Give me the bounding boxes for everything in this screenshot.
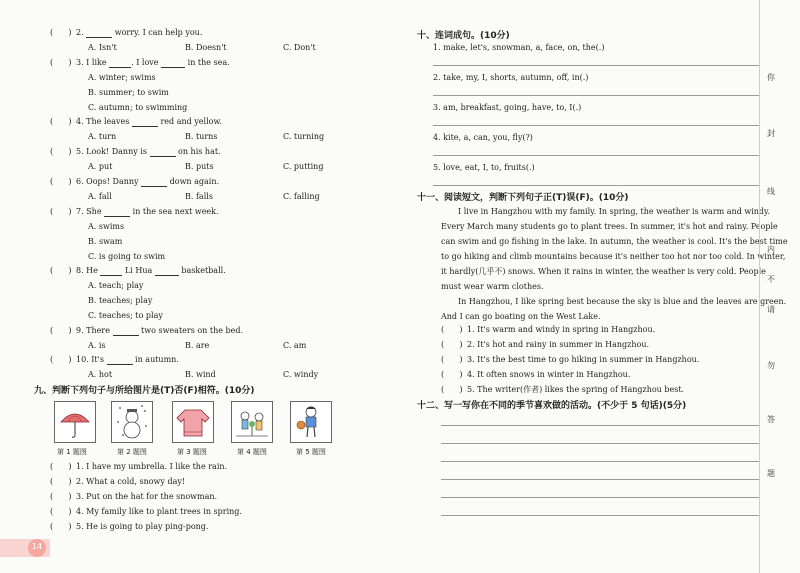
- seal-character: 题: [767, 469, 775, 478]
- question-stem: [50, 117, 222, 127]
- answer-option[interactable]: A. turn: [88, 132, 117, 141]
- answer-option[interactable]: B. are: [185, 341, 210, 350]
- item-number: 3: [76, 492, 82, 501]
- writing-line[interactable]: [441, 461, 759, 462]
- item-text: . The writer(作者) likes the spring of Hangzhou best.: [472, 385, 685, 394]
- answer-option[interactable]: A. swims: [88, 222, 125, 231]
- question-text: basketball.: [178, 266, 226, 275]
- answer-option[interactable]: A. fall: [88, 192, 112, 201]
- question-text: worry. I can help you.: [112, 28, 203, 37]
- section9-title: 九、判断下列句子与所给图片是(T)否(F)相符。(10分): [34, 386, 255, 396]
- answer-line[interactable]: [433, 155, 759, 156]
- true-false-item: [441, 325, 655, 335]
- seal-character: 答: [767, 415, 775, 424]
- answer-option[interactable]: C. is going to swim: [88, 252, 166, 261]
- answer-line[interactable]: [433, 185, 759, 186]
- true-false-item: [441, 385, 684, 395]
- passage-line: it hardly(几乎不) snows. When it rains in winter, the weather is very cold. People: [441, 267, 766, 276]
- question-stem: [50, 147, 221, 157]
- item-number: 1: [467, 325, 473, 334]
- answer-option[interactable]: C. windy: [283, 370, 319, 379]
- question-text: red and yellow.: [157, 117, 222, 126]
- answer-option[interactable]: C. falling: [283, 192, 320, 201]
- item-number: 1: [433, 43, 439, 52]
- picture-caption-3: 第 3 题图: [177, 448, 207, 456]
- question-stem: [50, 58, 230, 68]
- question-text: in the sea.: [185, 58, 230, 67]
- answer-paren[interactable]: ( ): [50, 326, 72, 335]
- answer-blank[interactable]: [150, 148, 176, 157]
- answer-option[interactable]: B. Doesn't: [185, 43, 227, 52]
- answer-paren[interactable]: ( ): [50, 28, 72, 37]
- answer-line[interactable]: [433, 95, 759, 96]
- answer-paren[interactable]: ( ): [441, 355, 463, 364]
- picture-caption-1: 第 1 题图: [57, 448, 87, 456]
- answer-option[interactable]: B. puts: [185, 162, 214, 171]
- umbrella-picture: [54, 401, 96, 443]
- picture-caption-5: 第 5 题图: [296, 448, 326, 456]
- item-text: . Put on the hat for the snowman.: [81, 492, 218, 501]
- passage-line: And I can go boating on the West Lake.: [441, 312, 601, 321]
- section12-title: 十二、写一写你在不同的季节喜欢做的活动。(不少于 5 句话)(5分): [417, 401, 687, 411]
- snowman-picture: [111, 401, 153, 443]
- question-stem: [50, 266, 226, 276]
- question-stem: [50, 326, 243, 336]
- item-number: 5: [76, 522, 82, 531]
- passage-line: to go hiking and climb mountains because it's neither too hot nor too cold. In winter,: [441, 252, 786, 261]
- question-text: down again.: [167, 177, 220, 186]
- picture-caption-2: 第 2 题图: [117, 448, 147, 456]
- item-number: 4: [76, 507, 82, 516]
- answer-option[interactable]: B. falls: [185, 192, 213, 201]
- true-false-item: [441, 340, 649, 350]
- answer-option[interactable]: C. am: [283, 341, 307, 350]
- item-text: . My family like to plant trees in spring.: [81, 507, 242, 516]
- answer-blank[interactable]: [141, 178, 167, 187]
- sentence-item: [433, 43, 604, 53]
- judgement-item: [50, 477, 185, 487]
- question-number: 8: [76, 266, 82, 275]
- question-text: two sweaters on the bed.: [138, 326, 244, 335]
- answer-option[interactable]: B. wind: [185, 370, 216, 379]
- item-text: . It often snows in winter in Hangzhou.: [472, 370, 631, 379]
- question-number: 6: [76, 177, 82, 186]
- item-number: 2: [433, 73, 439, 82]
- answer-paren[interactable]: ( ): [50, 207, 72, 216]
- seal-character: 线: [767, 187, 775, 196]
- judgement-item: [50, 462, 227, 472]
- item-text: . It's the best time to go hiking in summer in Hangzhou.: [472, 355, 700, 364]
- question-text: .: [81, 28, 87, 37]
- passage-line: can swim and go fishing in the lake. In autumn, the weather is cool. It's the best time: [441, 237, 788, 246]
- item-number: 5: [433, 163, 439, 172]
- true-false-item: [441, 355, 699, 365]
- answer-paren[interactable]: ( ): [50, 117, 72, 126]
- page-number: 14: [31, 542, 43, 551]
- judgement-item: [50, 492, 217, 502]
- answer-paren[interactable]: ( ): [50, 355, 72, 364]
- answer-option[interactable]: B. teaches; play: [88, 296, 153, 305]
- item-number: 2: [467, 340, 473, 349]
- section11-title: 十一、阅读短文，判断下列句子正(T)误(F)。(10分): [417, 193, 629, 203]
- answer-paren[interactable]: ( ): [441, 325, 463, 334]
- sentence-item: [433, 133, 533, 143]
- sentence-item: [433, 73, 588, 83]
- answer-option[interactable]: B. turns: [185, 132, 218, 141]
- sentence-item: [433, 103, 581, 113]
- answer-option[interactable]: A. Isn't: [88, 43, 117, 52]
- seal-character: 不: [767, 275, 775, 284]
- question-text: . Look! Danny is: [81, 147, 150, 156]
- item-text: . make, let's, snowman, a, face, on, the(.): [438, 43, 605, 52]
- item-number: 5: [467, 385, 473, 394]
- question-number: 10: [76, 355, 87, 364]
- item-text: . love, eat, I, to, fruits(.): [438, 163, 535, 172]
- question-text: in the sea next week.: [130, 207, 219, 216]
- writing-line[interactable]: [441, 425, 759, 426]
- answer-option[interactable]: A. put: [88, 162, 113, 171]
- answer-option[interactable]: C. Don't: [283, 43, 316, 52]
- question-number: 7: [76, 207, 82, 216]
- item-number: 4: [467, 370, 473, 379]
- seal-character: 勿: [767, 361, 775, 370]
- writing-line[interactable]: [441, 497, 759, 498]
- answer-blank[interactable]: [132, 118, 158, 127]
- section10-title: 十、连词成句。(10分): [417, 31, 510, 41]
- answer-paren[interactable]: ( ): [441, 370, 463, 379]
- answer-paren[interactable]: ( ): [50, 477, 72, 486]
- answer-blank[interactable]: [104, 208, 130, 217]
- item-text: . It's hot and rainy in summer in Hangzhou.: [472, 340, 650, 349]
- answer-option[interactable]: A. is: [88, 341, 106, 350]
- writing-line[interactable]: [441, 443, 759, 444]
- question-text: Li Hua: [122, 266, 155, 275]
- answer-paren[interactable]: ( ): [50, 266, 72, 275]
- item-number: 1: [76, 462, 82, 471]
- item-text: . He is going to play ping-pong.: [81, 522, 209, 531]
- question-number: 4: [76, 117, 82, 126]
- item-number: 3: [433, 103, 439, 112]
- item-text: . I have my umbrella. I like the rain.: [81, 462, 228, 471]
- question-stem: [50, 28, 202, 38]
- question-number: 5: [76, 147, 82, 156]
- question-number: 3: [76, 58, 82, 67]
- question-number: 2: [76, 28, 82, 37]
- judgement-item: [50, 522, 208, 532]
- answer-paren[interactable]: ( ): [50, 462, 72, 471]
- answer-blank[interactable]: [161, 59, 185, 68]
- seal-character: 封: [767, 129, 775, 138]
- passage-line: I live in Hangzhou with my family. In spring, the weather is warm and windy.: [458, 207, 771, 216]
- seal-character: 你: [767, 73, 775, 82]
- question-text: . She: [81, 207, 105, 216]
- question-text: . I love: [131, 58, 162, 67]
- basketball-boy-picture: [290, 401, 332, 443]
- answer-option[interactable]: C. autumn; to swimming: [88, 103, 188, 112]
- question-text: . The leaves: [81, 117, 132, 126]
- answer-blank[interactable]: [107, 356, 133, 365]
- answer-option[interactable]: C. turning: [283, 132, 325, 141]
- answer-option[interactable]: A. teach; play: [88, 281, 144, 290]
- answer-paren[interactable]: ( ): [50, 507, 72, 516]
- question-text: . He: [81, 266, 101, 275]
- writing-line[interactable]: [441, 515, 759, 516]
- planting-trees-picture: [231, 401, 273, 443]
- picture-caption-4: 第 4 题图: [237, 448, 267, 456]
- sentence-item: [433, 163, 535, 173]
- answer-paren[interactable]: ( ): [50, 147, 72, 156]
- question-text: on his hat.: [175, 147, 221, 156]
- true-false-item: [441, 370, 630, 380]
- question-stem: [50, 177, 219, 187]
- answer-option[interactable]: A. winter; swims: [88, 73, 156, 82]
- passage-line: Every March many students go to plant trees. In summer, it's hot and rainy. People: [441, 222, 778, 231]
- item-text: . What a cold, snowy day!: [81, 477, 186, 486]
- question-text: . There: [81, 326, 113, 335]
- question-text: in autumn.: [132, 355, 179, 364]
- question-text: . It's: [86, 355, 107, 364]
- answer-paren[interactable]: ( ): [50, 177, 72, 186]
- question-text: . Oops! Danny: [81, 177, 142, 186]
- question-stem: [50, 355, 179, 365]
- answer-paren[interactable]: ( ): [441, 385, 463, 394]
- item-number: 2: [76, 477, 82, 486]
- answer-option[interactable]: C. teaches; to play: [88, 311, 163, 320]
- answer-paren[interactable]: ( ): [50, 492, 72, 501]
- seal-character: 内: [767, 245, 775, 254]
- answer-option[interactable]: B. summer; to swim: [88, 88, 169, 97]
- item-text: . It's warm and windy in spring in Hangzhou.: [472, 325, 656, 334]
- answer-paren[interactable]: ( ): [50, 522, 72, 531]
- page-number-badge: [0, 537, 50, 559]
- answer-line[interactable]: [433, 65, 759, 66]
- answer-line[interactable]: [433, 125, 759, 126]
- answer-paren[interactable]: ( ): [50, 58, 72, 67]
- item-text: . kite, a, can, you, fly(?): [438, 133, 533, 142]
- item-text: . take, my, I, shorts, autumn, off, in(.): [438, 73, 589, 82]
- answer-option[interactable]: B. swam: [88, 237, 123, 246]
- answer-option[interactable]: C. putting: [283, 162, 324, 171]
- answer-blank[interactable]: [155, 267, 179, 276]
- item-number: 3: [467, 355, 473, 364]
- seal-character: 请: [767, 305, 775, 314]
- item-number: 4: [433, 133, 439, 142]
- passage-line: In Hangzhou, I like spring best because the sky is blue and the leaves are green.: [458, 297, 787, 306]
- seal-line-margin: [759, 0, 800, 573]
- sweater-picture: [172, 401, 214, 443]
- writing-line[interactable]: [441, 479, 759, 480]
- item-text: . am, breakfast, going, have, to, I(.): [438, 103, 582, 112]
- answer-paren[interactable]: ( ): [441, 340, 463, 349]
- question-number: 9: [76, 326, 82, 335]
- judgement-item: [50, 507, 242, 517]
- answer-blank[interactable]: [86, 29, 112, 38]
- passage-line: must wear warm clothes.: [441, 282, 544, 291]
- answer-blank[interactable]: [100, 267, 122, 276]
- answer-option[interactable]: A. hot: [88, 370, 113, 379]
- question-stem: [50, 207, 219, 217]
- question-text: . I like: [81, 58, 110, 67]
- answer-blank[interactable]: [113, 327, 139, 336]
- answer-blank[interactable]: [109, 59, 131, 68]
